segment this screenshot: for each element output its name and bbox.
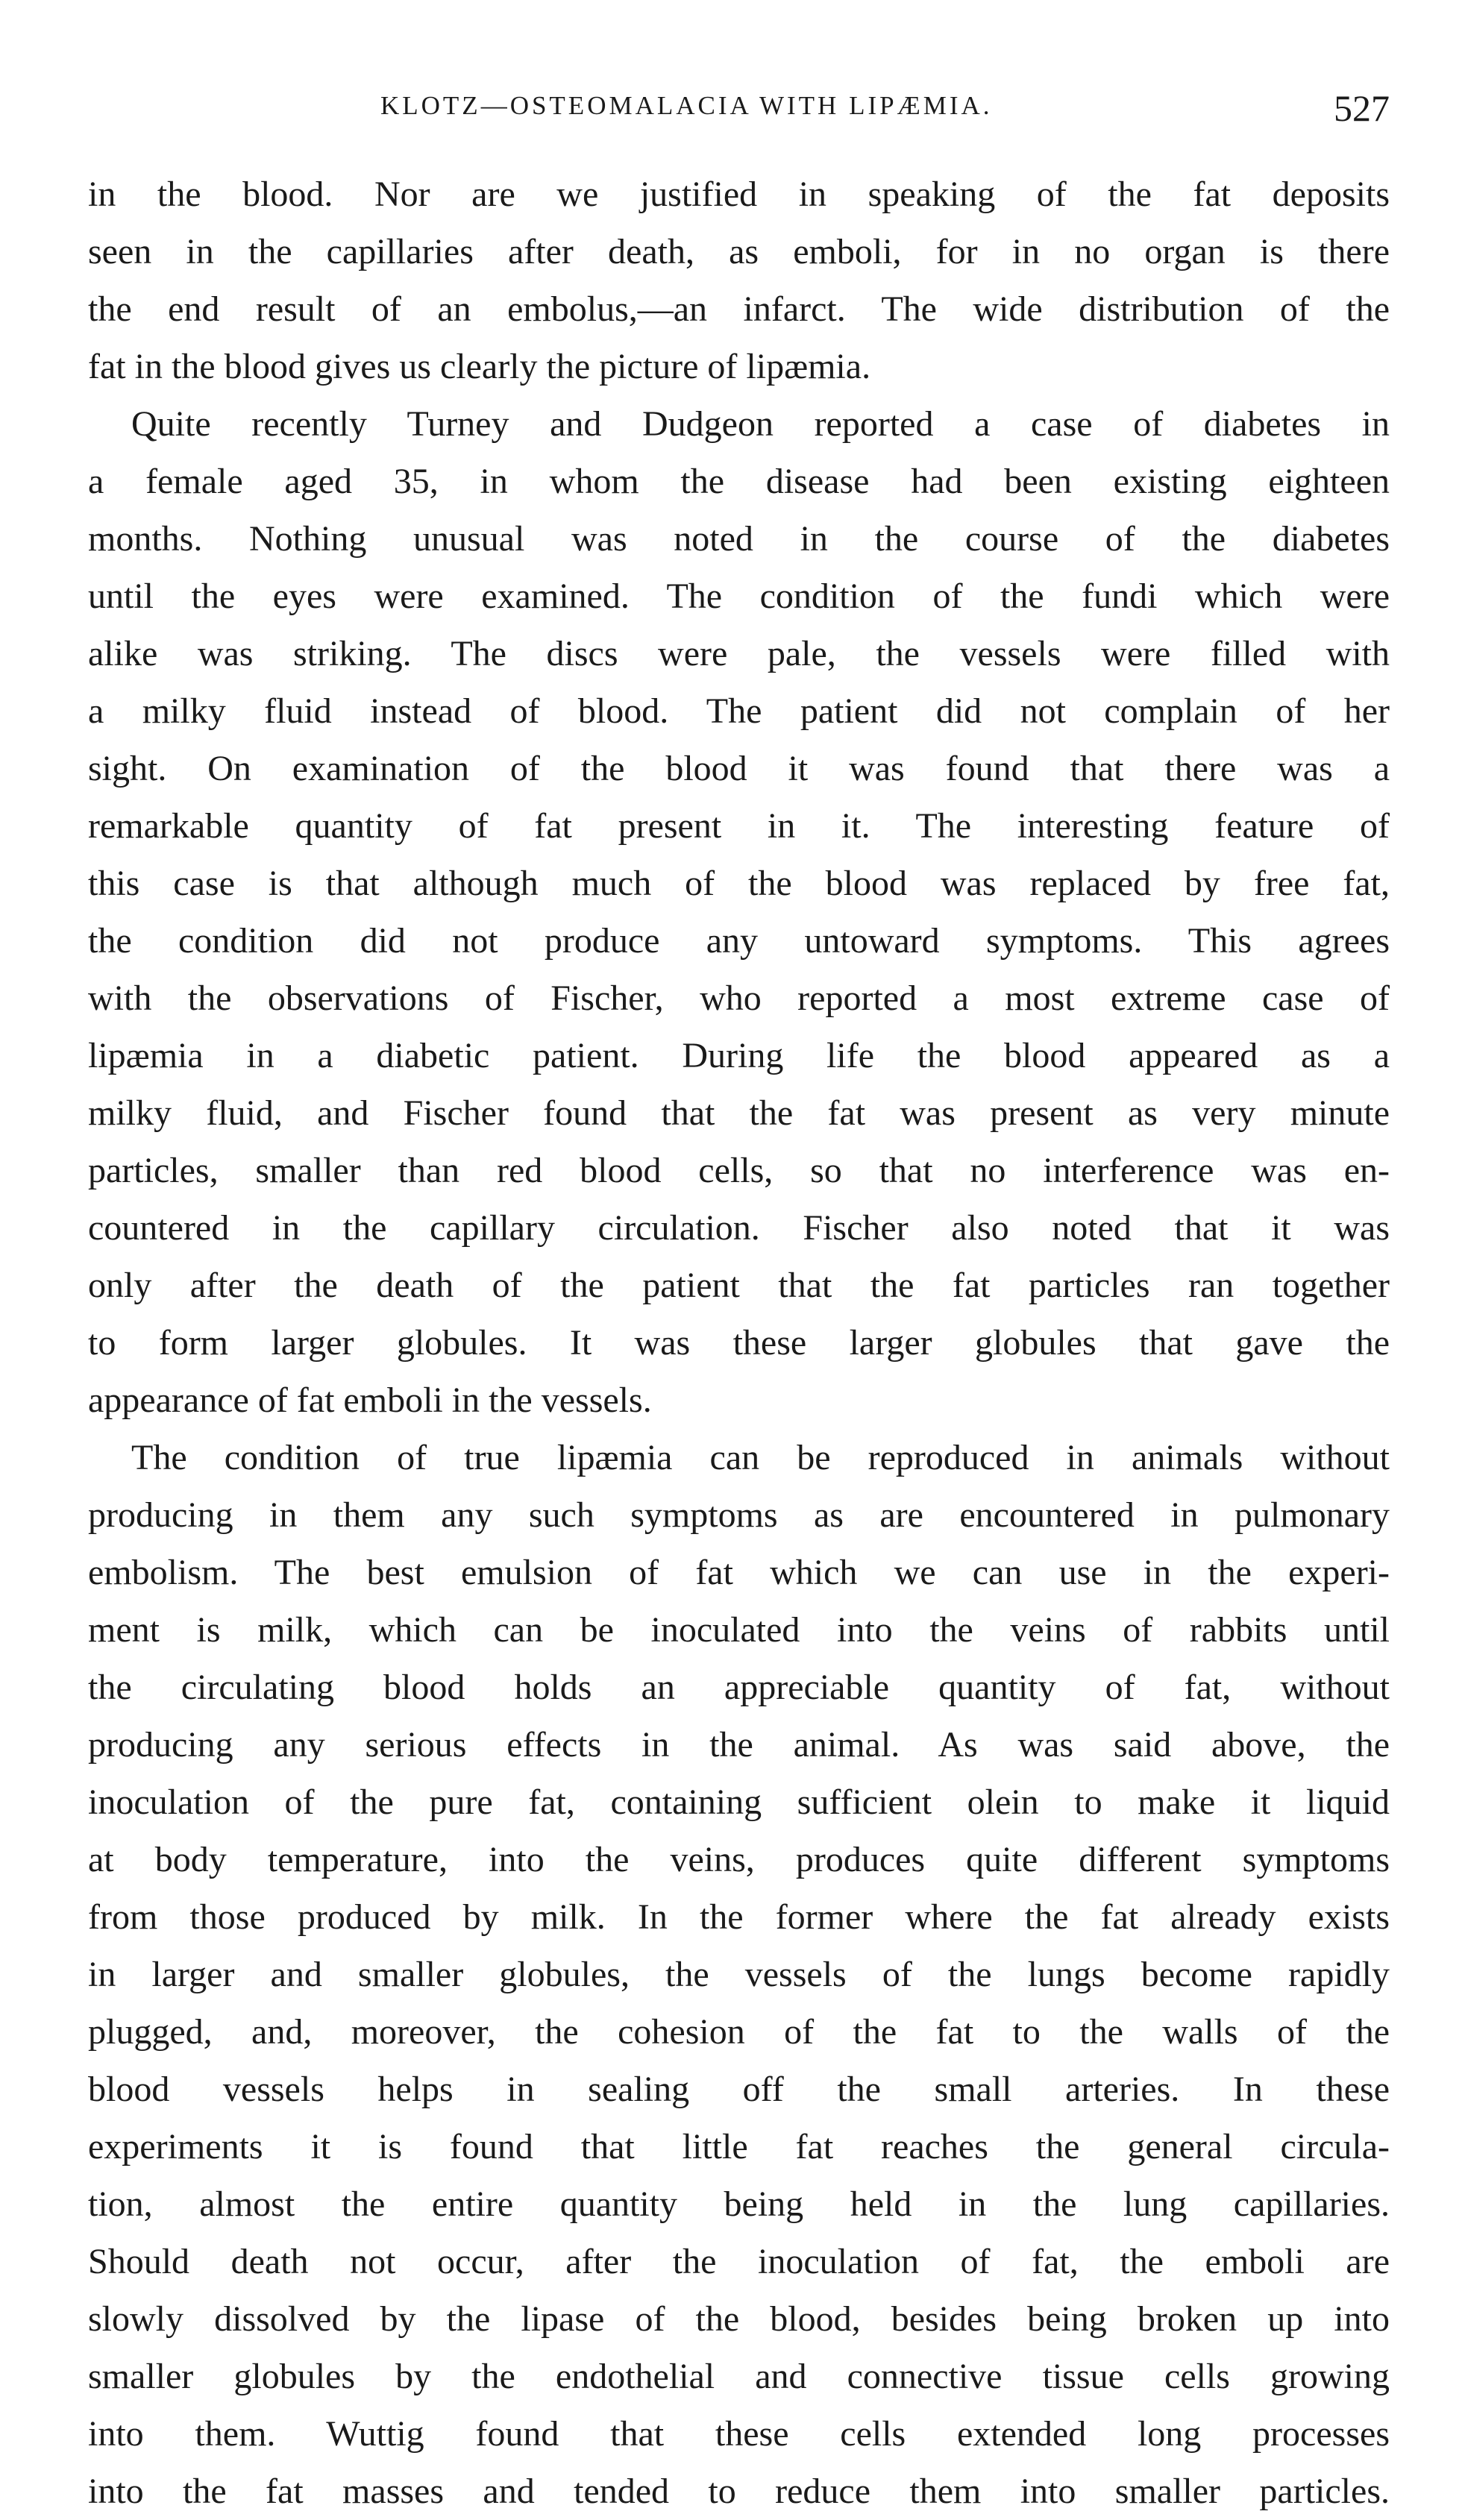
text-line: The condition of true lipæmia can be reproduced in animals without [131,1438,1390,1477]
text-line: sight. On examination of the blood it was found that there was a [88,749,1390,788]
text-line: in the blood. Nor are we justified in speaking of the fat deposits [88,175,1390,214]
text-line: seen in the capillaries after death, as emboli, for in no organ is there [88,232,1390,271]
text-line: months. Nothing unusual was noted in the course of the diabetes [88,519,1390,559]
text-line: appearance of fat emboli in the vessels. [88,1380,652,1420]
text-line: remarkable quantity of fat present in it. The interesting feature of [88,806,1390,846]
text-line: Should death not occur, after the inoculation of fat, the emboli are [88,2242,1390,2281]
text-line: with the observations of Fischer, who reported a most extreme case of [88,978,1390,1018]
text-line: tion, almost the entire quantity being held in the lung capillaries. [88,2184,1390,2224]
text-line: only after the death of the patient that the fat particles ran together [88,1266,1390,1305]
text-line: Quite recently Turney and Dudgeon reported a case of diabetes in [131,404,1390,444]
text-line: embolism. The best emulsion of fat which we can use in the experi- [88,1553,1390,1592]
text-line: plugged, and, moreover, the cohesion of the fat to the walls of the [88,2012,1390,2052]
text-line: this case is that although much of the blood was replaced by free fat, [88,864,1390,903]
text-line: experiments it is found that little fat reaches the general circula- [88,2127,1390,2166]
text-line: until the eyes were examined. The condition of the fundi which were [88,576,1390,616]
text-line: slowly dissolved by the lipase of the blood, besides being broken up into [88,2299,1390,2339]
text-line: in larger and smaller globules, the vessels of the lungs become rapidly [88,1955,1390,1994]
text-line: the condition did not produce any untoward symptoms. This agrees [88,921,1390,961]
text-line: into the fat masses and tended to reduce them into smaller particles. [88,2472,1390,2511]
text-line: producing any serious effects in the animal. As was said above, the [88,1725,1390,1765]
running-head [88,87,1390,146]
text-line: lipæmia in a diabetic patient. During life the blood appeared as a [88,1036,1390,1075]
text-line: a female aged 35, in whom the disease had been existing eighteen [88,462,1390,501]
text-line: producing in them any such symptoms as are encountered in pulmonary [88,1495,1390,1535]
text-line: blood vessels helps in sealing off the small arteries. In these [88,2070,1390,2109]
text-line: the circulating blood holds an appreciable quantity of fat, without [88,1668,1390,1707]
page-number: 527 [1334,87,1390,129]
text-line: milky fluid, and Fischer found that the fat was present as very minute [88,1093,1390,1133]
text-line: particles, smaller than red blood cells, so that no interference was en- [88,1151,1390,1190]
text-line: at body temperature, into the veins, produces quite different symptoms [88,1840,1390,1879]
body-text [88,166,1390,2520]
text-line: into them. Wuttig found that these cells extended long processes [88,2414,1390,2454]
text-line: alike was striking. The discs were pale, the vessels were filled with [88,634,1390,673]
text-line: countered in the capillary circulation. Fischer also noted that it was [88,1208,1390,1248]
text-line: fat in the blood gives us clearly the picture of lipæmia. [88,347,871,386]
text-line: ment is milk, which can be inoculated into the veins of rabbits until [88,1610,1390,1650]
text-line: inoculation of the pure fat, containing sufficient olein to make it liquid [88,1782,1390,1822]
text-line: a milky fluid instead of blood. The patient did not complain of her [88,691,1390,731]
text-line: to form larger globules. It was these larger globules that gave the [88,1323,1390,1363]
text-line: smaller globules by the endothelial and connective tissue cells growing [88,2357,1390,2396]
text-line: the end result of an embolus,—an infarct. The wide distribution of the [88,289,1390,329]
running-title: KLOTZ—OSTEOMALACIA WITH LIPÆMIA. [380,91,993,120]
text-line: from those produced by milk. In the former where the fat already exists [88,1897,1390,1937]
